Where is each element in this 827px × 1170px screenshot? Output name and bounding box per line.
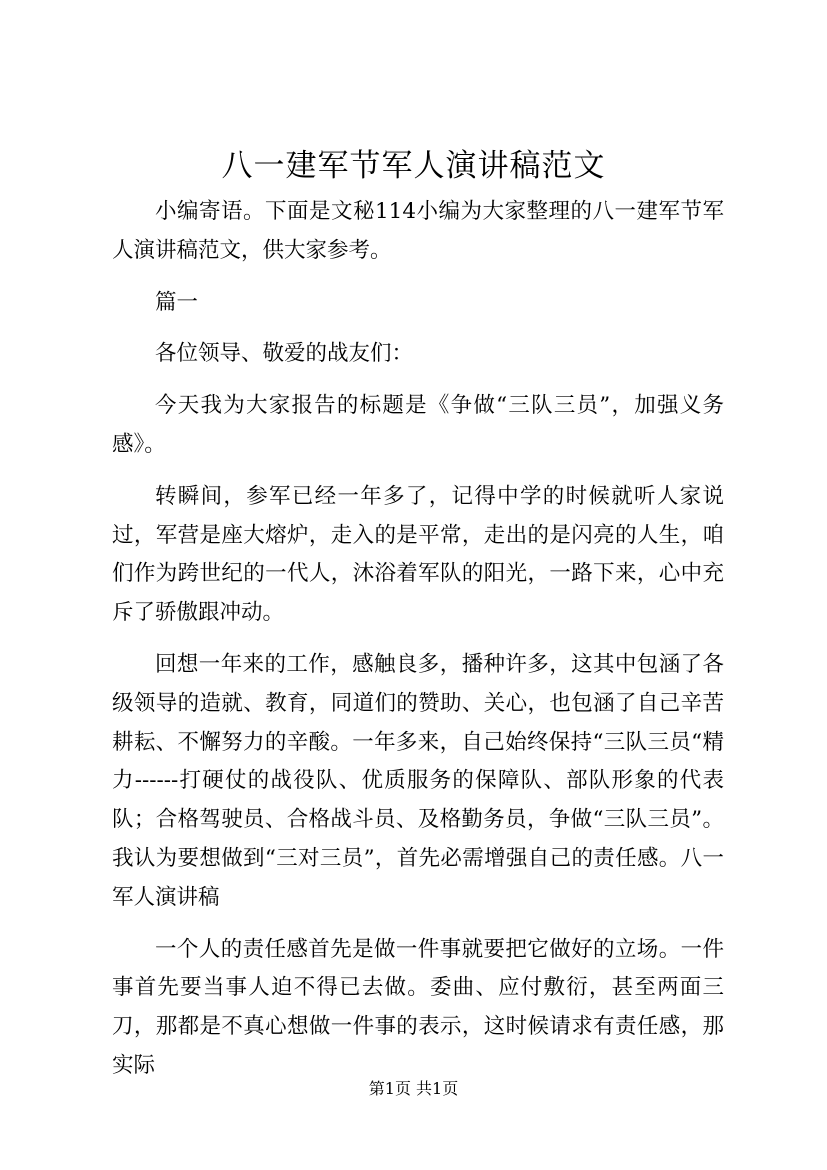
paragraph-body-2: 回想一年来的工作，感触良多，播种许多，这其中包涵了各级领导的造就、教育，同道们的赞助、关心，也包涵了自己辛苦耕耘、不懈努力的辛酸。一年多来，自己始终保持“三队三员“精力------打硬仗的战役队、优质服务的保障队、部队形象的代表队；合格驾驶员、合格战斗员、及格勤务员，争做“三队三员”。我认为要想做到“三对三员”，首先必需增强自己的责任感。八一军人演讲稿 — [112, 651, 724, 910]
document-body — [112, 193, 724, 1099]
page-footer: 第1页 共1页 — [368, 1079, 459, 1098]
paragraph-topic: 今天我为大家报告的标题是《争做“三队三员”，加强义务感》。 — [112, 393, 724, 457]
paragraph-salutation: 各位领导、敬爱的战友们： — [155, 341, 414, 367]
paragraph-intro: 小编寄语。下面是文秘114小编为大家整理的八一建军节军人演讲稿范文，供大家参考。 — [112, 199, 724, 263]
paragraph-section-heading: 篇一 — [155, 289, 199, 315]
document-title: 八一建军节军人演讲稿范文 — [221, 148, 606, 184]
paragraph-body-1: 转瞬间，参军已经一年多了，记得中学的时候就听人家说过，军营是座大熔炉，走入的是平常，走出的是闪亮的人生，咱们作为跨世纪的一代人，沐浴着军队的阳光，一路下来，心中充斥了骄傲跟冲动。 — [112, 483, 724, 626]
paragraph-body-3: 一个人的责任感首先是做一件事就要把它做好的立场。一件事首先要当事人迫不得已去做。委曲、应付敷衍，甚至两面三刀，那都是不真心想做一件事的表示，这时候请求有责任感，那实际 — [112, 936, 724, 1078]
